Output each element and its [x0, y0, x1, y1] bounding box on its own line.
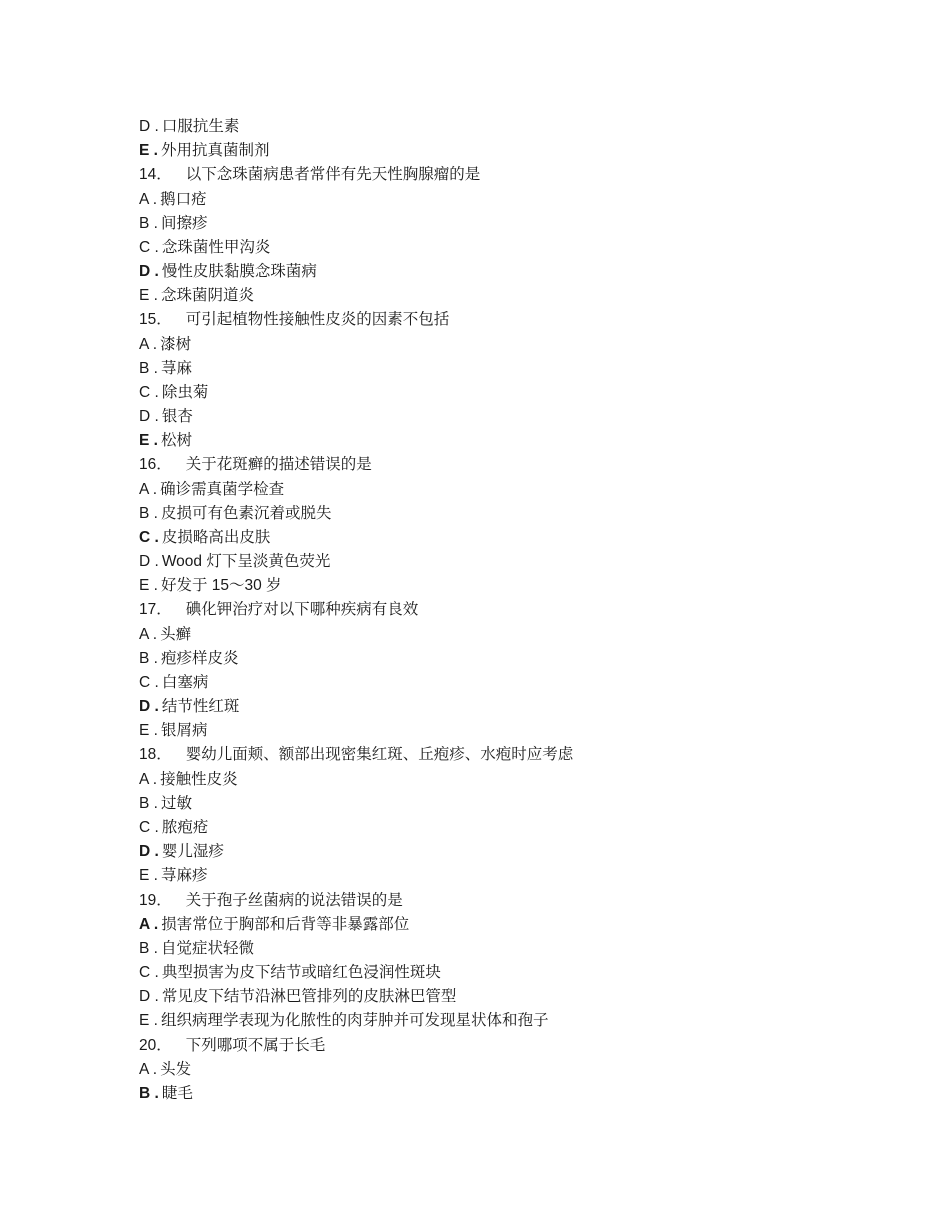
- option-letter: E .: [139, 722, 158, 740]
- option-letter: C .: [139, 673, 159, 691]
- option-letter: A .: [139, 770, 158, 788]
- option-line: [139, 864, 899, 888]
- option-text: 好发于 15～30 岁: [160, 577, 282, 595]
- option-line: [139, 115, 899, 139]
- option-line: [139, 212, 899, 236]
- option-letter: A .: [139, 915, 159, 933]
- question-number: 18．: [139, 746, 172, 764]
- option-letter: A .: [139, 480, 158, 498]
- option-letter: B .: [139, 359, 158, 377]
- option-text: 白塞病: [161, 673, 209, 691]
- option-line: [139, 478, 899, 502]
- option-letter: D .: [139, 118, 159, 135]
- option-text: 除虫菊: [161, 383, 209, 401]
- option-letter: E .: [139, 577, 158, 595]
- option-line: [139, 1058, 899, 1082]
- document-body: [139, 115, 899, 1106]
- option-line: [139, 502, 899, 526]
- option-letter: D .: [139, 553, 159, 571]
- question-line: [139, 308, 899, 332]
- option-text: Wood 灯下呈淡黄色荧光: [161, 553, 331, 571]
- option-letter: C .: [139, 818, 159, 836]
- option-text: 接触性皮炎: [160, 770, 238, 788]
- option-letter: E .: [139, 867, 158, 885]
- option-text: 结节性红斑: [161, 698, 240, 716]
- option-text: 慢性皮肤黏膜念珠菌病: [161, 263, 317, 281]
- option-text: 松树: [160, 432, 192, 450]
- option-letter: B .: [139, 649, 158, 667]
- question-number: 16．: [139, 456, 172, 474]
- option-line: [139, 623, 899, 647]
- option-line: [139, 816, 899, 840]
- option-letter: C .: [139, 238, 159, 256]
- option-line: [139, 961, 899, 985]
- option-text: 皮损可有色素沉着或脱失: [160, 504, 332, 522]
- option-letter: A .: [139, 625, 158, 643]
- option-line: [139, 381, 899, 405]
- question-line: [139, 453, 899, 477]
- option-letter: C .: [139, 964, 159, 982]
- option-line: [139, 188, 899, 212]
- option-text: 银杏: [161, 408, 193, 426]
- option-text: 确诊需真菌学检查: [160, 480, 285, 498]
- option-line: [139, 574, 899, 598]
- question-line: [139, 1034, 899, 1058]
- option-letter: A .: [139, 335, 158, 353]
- question-number: 19．: [139, 891, 172, 909]
- option-text: 组织病理学表现为化脓性的肉芽肿并可发现星状体和孢子: [160, 1012, 549, 1030]
- option-text: 损害常位于胸部和后背等非暴露部位: [161, 915, 410, 933]
- option-letter: A .: [139, 1060, 158, 1078]
- option-line: [139, 357, 899, 381]
- option-line: [139, 719, 899, 743]
- option-text: 皮损略高出皮肤: [161, 528, 271, 546]
- option-letter: B .: [139, 214, 158, 232]
- question-number: 17．: [139, 601, 172, 619]
- option-text: 婴儿湿疹: [161, 843, 224, 861]
- option-line: [139, 1009, 899, 1033]
- option-text: 鹅口疮: [160, 190, 207, 208]
- option-text: 口服抗生素: [161, 118, 240, 135]
- option-line: [139, 526, 899, 550]
- option-line: [139, 792, 899, 816]
- option-letter: B .: [139, 1084, 159, 1102]
- option-text: 常见皮下结节沿淋巴管排列的皮肤淋巴管型: [161, 988, 457, 1006]
- option-line: [139, 333, 899, 357]
- question-line: [139, 743, 899, 767]
- option-letter: C .: [139, 383, 159, 401]
- option-line: [139, 236, 899, 260]
- option-text: 疱疹样皮炎: [160, 649, 239, 667]
- option-text: 荨麻疹: [160, 867, 208, 885]
- option-text: 头发: [160, 1060, 192, 1078]
- option-letter: B .: [139, 794, 158, 812]
- option-text: 脓疱疮: [161, 818, 209, 836]
- option-text: 念珠菌阴道炎: [160, 287, 254, 305]
- option-letter: B .: [139, 504, 158, 522]
- option-text: 睫毛: [161, 1084, 193, 1102]
- option-letter: D .: [139, 988, 159, 1006]
- option-line: [139, 768, 899, 792]
- option-letter: B .: [139, 939, 158, 957]
- option-letter: E .: [139, 287, 158, 305]
- question-text: 下列哪项不属于长毛: [185, 1036, 326, 1054]
- option-letter: D .: [139, 843, 159, 861]
- option-letter: E .: [139, 142, 158, 160]
- option-text: 头癣: [160, 625, 192, 643]
- question-number: 15．: [139, 311, 172, 329]
- option-line: [139, 695, 899, 719]
- option-line: [139, 647, 899, 671]
- option-line: [139, 550, 899, 574]
- question-text: 以下念珠菌病患者常伴有先天性胸腺瘤的是: [185, 166, 481, 184]
- question-text: 碘化钾治疗对以下哪种疾病有良效: [185, 601, 419, 619]
- option-line: [139, 139, 899, 163]
- question-line: [139, 598, 899, 622]
- option-line: [139, 405, 899, 429]
- option-line: [139, 1082, 899, 1106]
- option-line: [139, 429, 899, 453]
- option-line: [139, 913, 899, 937]
- question-text: 可引起植物性接触性皮炎的因素不包括: [185, 311, 450, 329]
- option-text: 外用抗真菌制剂: [160, 142, 270, 160]
- option-letter: E .: [139, 432, 158, 450]
- question-line: [139, 163, 899, 187]
- option-line: [139, 937, 899, 961]
- option-line: [139, 284, 899, 308]
- question-text: 婴幼儿面颊、额部出现密集红斑、丘疱疹、水疱时应考虑: [185, 746, 574, 764]
- question-text: 关于孢子丝菌病的说法错误的是: [185, 891, 403, 909]
- option-text: 漆树: [160, 335, 192, 353]
- option-letter: C .: [139, 528, 159, 546]
- option-letter: D .: [139, 408, 159, 426]
- option-text: 念珠菌性甲沟炎: [161, 238, 271, 256]
- option-text: 过敏: [160, 794, 192, 812]
- option-line: [139, 260, 899, 284]
- question-number: 14．: [139, 166, 172, 184]
- option-text: 典型损害为皮下结节或暗红色浸润性斑块: [161, 964, 441, 982]
- option-text: 自觉症状轻微: [160, 939, 254, 957]
- option-line: [139, 985, 899, 1009]
- option-letter: A .: [139, 190, 158, 208]
- option-letter: E .: [139, 1012, 158, 1030]
- option-line: [139, 840, 899, 864]
- question-line: [139, 889, 899, 913]
- option-text: 间擦疹: [160, 214, 208, 232]
- question-text: 关于花斑癣的描述错误的是: [185, 456, 372, 474]
- option-text: 银屑病: [160, 722, 208, 740]
- option-letter: D .: [139, 263, 159, 281]
- option-letter: D .: [139, 698, 159, 716]
- option-text: 荨麻: [160, 359, 192, 377]
- option-line: [139, 671, 899, 695]
- question-number: 20．: [139, 1036, 172, 1054]
